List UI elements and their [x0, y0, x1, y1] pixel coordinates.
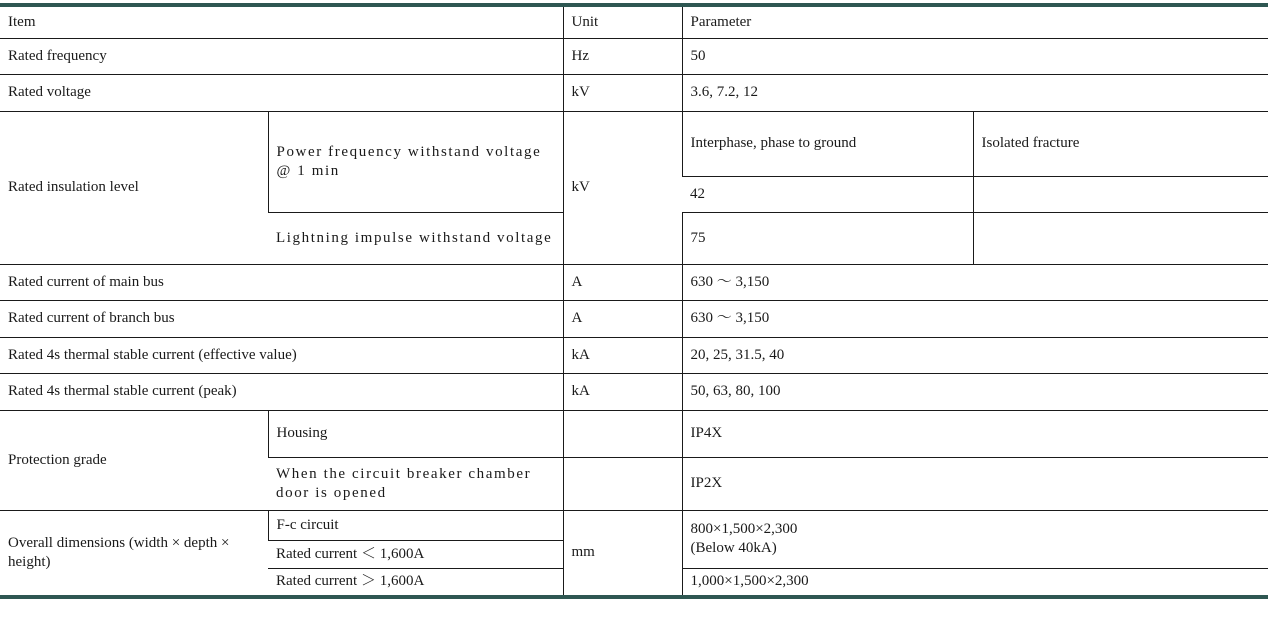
table-row: [0, 74, 1268, 111]
parameter-cell: 20, 25, 31.5, 40: [682, 337, 1268, 373]
table-row: [0, 300, 1268, 337]
specification-table: [0, 3, 1268, 599]
dimension-note-line: (Below 40kA): [690, 540, 777, 556]
item-cell: Rated current of branch bus: [0, 300, 563, 337]
value-cell: [973, 212, 1268, 264]
item-cell: Protection grade: [0, 410, 268, 510]
table-row: [0, 410, 1268, 457]
unit-cell: kA: [563, 337, 682, 373]
sub-item-cell: Power frequency withstand voltage @ 1 min: [268, 111, 563, 212]
item-cell: Overall dimensions (width × depth × height): [0, 510, 268, 597]
table-row: [0, 373, 1268, 410]
unit-cell: kA: [563, 373, 682, 410]
table-row: [0, 337, 1268, 373]
parameter-cell: 3.6, 7.2, 12: [682, 74, 1268, 111]
unit-cell: mm: [563, 510, 682, 597]
unit-cell: A: [563, 300, 682, 337]
item-cell: Rated frequency: [0, 38, 563, 74]
item-cell: Rated current of main bus: [0, 264, 563, 300]
column-label-cell: Interphase, phase to ground: [682, 111, 973, 176]
parameter-cell: [682, 510, 1268, 568]
sub-item-cell: Lightning impulse withstand voltage: [268, 212, 563, 264]
table-row: [0, 264, 1268, 300]
item-cell: Rated 4s thermal stable current (effective value): [0, 337, 563, 373]
unit-cell: kV: [563, 111, 682, 264]
parameter-cell: 630 ～ 3,150: [682, 264, 1268, 300]
unit-cell: Hz: [563, 38, 682, 74]
table-row: [0, 111, 1268, 176]
unit-cell: A: [563, 264, 682, 300]
sub-item-cell: Housing: [268, 410, 563, 457]
sub-item-cell: Rated current ＞ 1,600A: [268, 568, 563, 597]
item-cell: Rated voltage: [0, 74, 563, 111]
value-cell: [973, 176, 1268, 212]
parameter-cell: IP2X: [682, 457, 1268, 510]
item-cell: Rated 4s thermal stable current (peak): [0, 373, 563, 410]
dimension-value-line: 800×1,500×2,300: [690, 521, 798, 537]
unit-cell: [563, 457, 682, 510]
sub-item-cell: When the circuit breaker chamber door is opened: [268, 457, 563, 510]
value-cell: 42: [682, 176, 973, 212]
parameter-cell: 50: [682, 38, 1268, 74]
item-cell: Rated insulation level: [0, 111, 268, 264]
table-row: [0, 38, 1268, 74]
header-row: [0, 5, 1268, 38]
table-row: [0, 510, 1268, 540]
parameter-cell: 50, 63, 80, 100: [682, 373, 1268, 410]
sub-item-cell: F-c circuit: [268, 510, 563, 540]
parameter-cell: 1,000×1,500×2,300: [682, 568, 1268, 597]
value-cell: 75: [682, 212, 973, 264]
parameter-cell: IP4X: [682, 410, 1268, 457]
column-label-cell: Isolated fracture: [973, 111, 1268, 176]
unit-cell: kV: [563, 74, 682, 111]
sub-item-cell: Rated current ＜ 1,600A: [268, 540, 563, 568]
parameter-cell: 630 ～ 3,150: [682, 300, 1268, 337]
header-item: Item: [0, 5, 563, 38]
header-unit: Unit: [563, 5, 682, 38]
header-parameter: Parameter: [682, 5, 1268, 38]
unit-cell: [563, 410, 682, 457]
